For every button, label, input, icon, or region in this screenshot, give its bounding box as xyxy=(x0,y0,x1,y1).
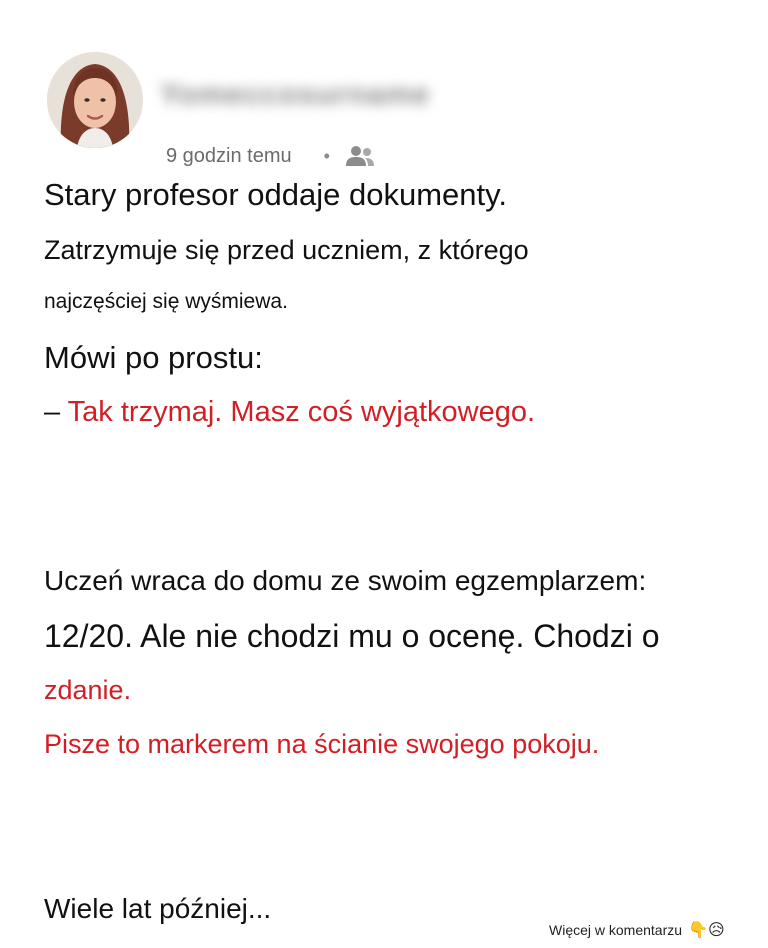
meta-separator: • xyxy=(323,145,330,166)
post-text-line-1: Stary profesor oddaje dokumenty. xyxy=(44,177,507,212)
post-timestamp[interactable]: 9 godzin temu xyxy=(166,144,292,167)
friends-icon xyxy=(344,144,376,168)
avatar-portrait-icon xyxy=(47,52,143,148)
post-text-line-2: Zatrzymuje się przed uczniem, z którego xyxy=(44,235,529,265)
post-text-line-6: Uczeń wraca do domu ze swoim egzemplarzem: xyxy=(44,565,647,596)
post-text-line-3: najczęściej się wyśmiewa. xyxy=(44,290,288,313)
pointing-down-sad-emoji-icon: 👇😥 xyxy=(688,922,725,939)
author-name[interactable]: Yomeccosurname xyxy=(160,78,431,111)
post-text-line-7: 12/20. Ale nie chodzi mu o ocenę. Chodzi o xyxy=(44,618,660,654)
post-text-line-4: Mówi po prostu: xyxy=(44,340,263,375)
post-text-line-10: Wiele lat później... xyxy=(44,893,272,924)
more-in-comments-label: Więcej w komentarzu xyxy=(549,922,683,938)
professor-quote: Tak trzymaj. Masz coś wyjątkowego. xyxy=(67,396,536,428)
post-text-line-8: zdanie. xyxy=(44,675,132,705)
quote-dash: – xyxy=(44,396,68,428)
post-text-line-5 xyxy=(44,396,535,429)
post-meta xyxy=(166,144,376,168)
author-avatar[interactable] xyxy=(47,52,143,148)
post-text-line-9: Pisze to markerem na ścianie swojego pokoju. xyxy=(44,729,600,759)
more-in-comments[interactable] xyxy=(549,920,725,940)
